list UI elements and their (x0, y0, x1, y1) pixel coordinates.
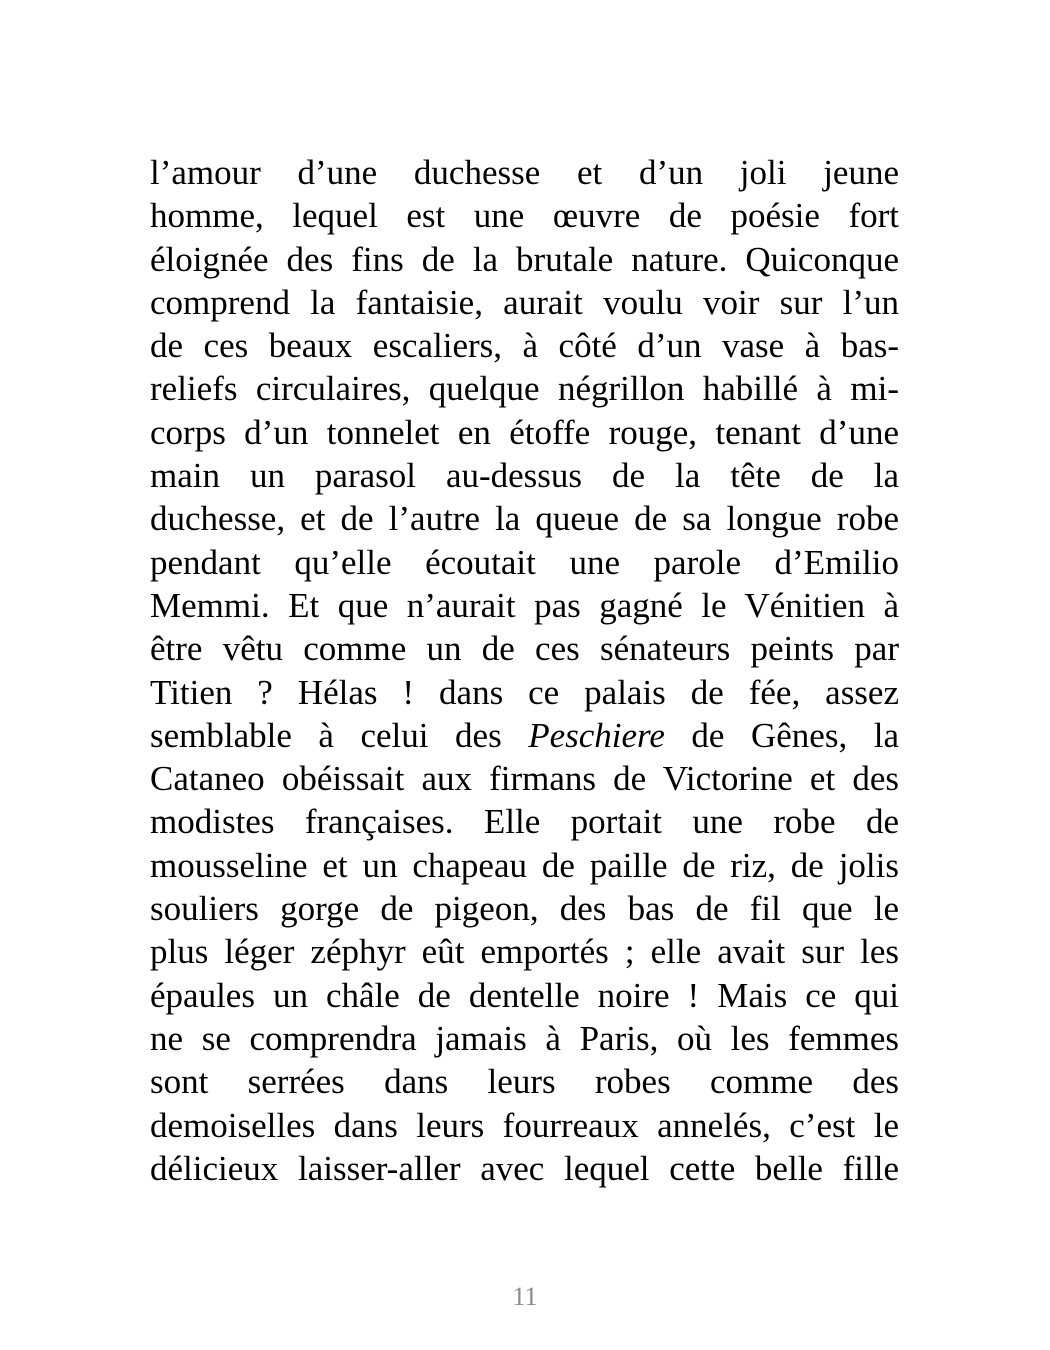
text-line: Cataneo obéissait aux firmans de Victorine et des (150, 759, 899, 799)
body-text (150, 151, 899, 1190)
text-line: Titien ? Hélas ! dans ce palais de fée, assez (150, 672, 899, 712)
text-line: de ces beaux escaliers, à côté d’un vase à bas- (150, 326, 899, 366)
text-line: corps d’un tonnelet en étoffe rouge, tenant d’une (150, 412, 899, 452)
text-line: ne se comprendra jamais à Paris, où les femmes (150, 1018, 899, 1058)
text-line: souliers gorge de pigeon, des bas de fil que le (150, 889, 899, 929)
text-line: être vêtu comme un de ces sénateurs peints par (150, 629, 899, 669)
text-line: plus léger zéphyr eût emportés ; elle avait sur les (150, 932, 899, 972)
text-line: sont serrées dans leurs robes comme des (150, 1062, 899, 1102)
text-line-with-italic (150, 714, 899, 757)
page-number: 11 (512, 1282, 538, 1311)
text-line: demoiselles dans leurs fourreaux annelés, c’est le (150, 1105, 899, 1145)
text-line: pendant qu’elle écoutait une parole d’Emilio (150, 542, 899, 582)
text-line: délicieux laisser-aller avec lequel cette belle fille (150, 1148, 899, 1188)
text-line: main un parasol au-dessus de la tête de la (150, 456, 899, 496)
text-segment: de Gênes, la (664, 715, 899, 755)
text-line: modistes françaises. Elle portait une robe de (150, 802, 899, 842)
text-segment: semblable à celui des (150, 715, 529, 755)
text-line: Memmi. Et que n’aurait pas gagné le Vénitien à (150, 585, 899, 625)
text-line: éloignée des fins de la brutale nature. Quiconque (150, 239, 899, 279)
text-line: comprend la fantaisie, aurait voulu voir sur l’un (150, 282, 899, 322)
text-line: reliefs circulaires, quelque négrillon habillé à mi- (150, 369, 899, 409)
text-line: duchesse, et de l’autre la queue de sa longue robe (150, 499, 899, 539)
italic-place-name: Peschiere (528, 715, 665, 755)
text-line: épaules un châle de dentelle noire ! Mais ce qui (150, 975, 899, 1015)
text-line: mousseline et un chapeau de paille de riz, de jolis (150, 845, 899, 885)
text-line: homme, lequel est une œuvre de poésie fort (150, 196, 899, 236)
text-line: l’amour d’une duchesse et d’un joli jeune (150, 153, 899, 192)
